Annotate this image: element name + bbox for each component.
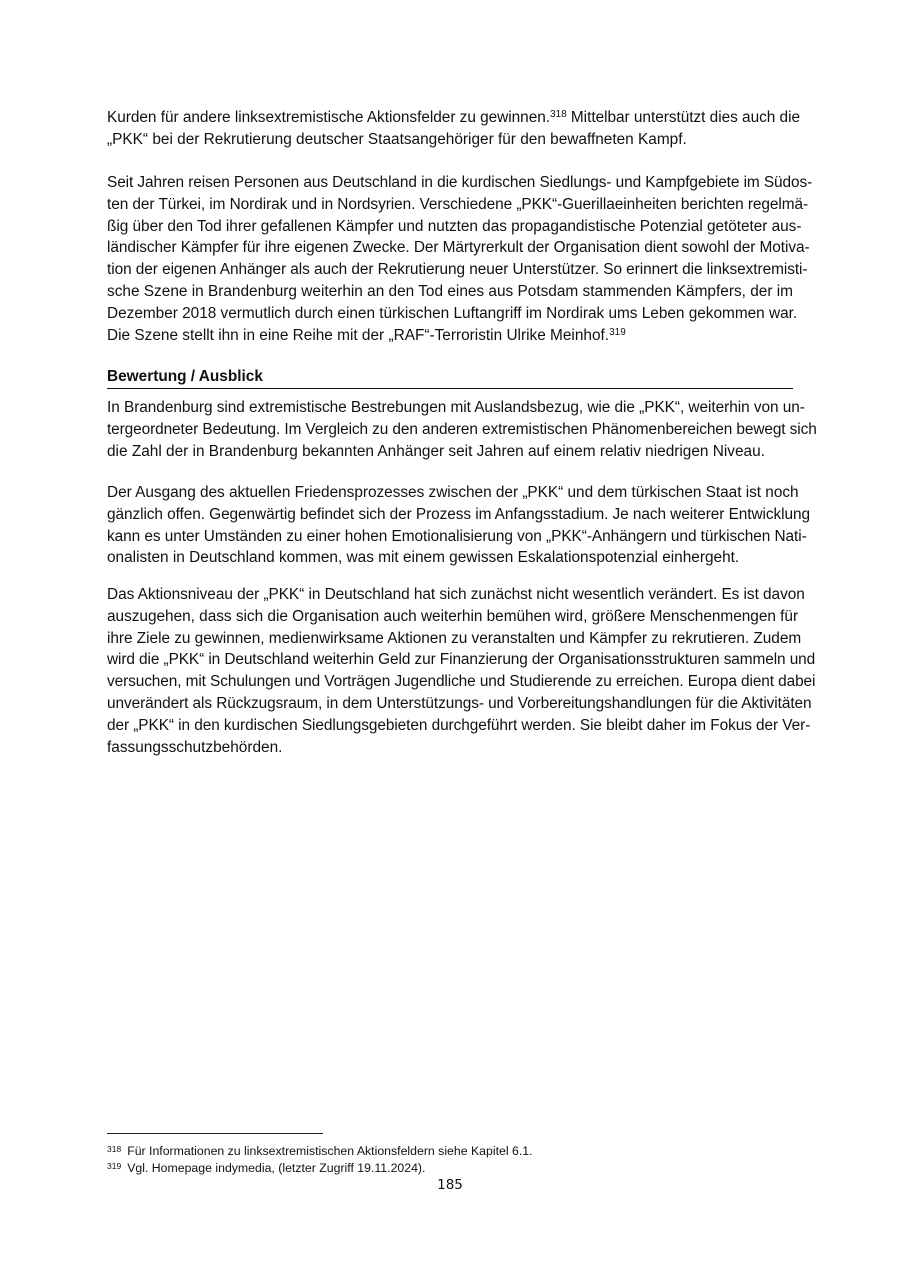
footnote-text: Vgl. Homepage indymedia, (letzter Zugriff 19.11.2024).	[127, 1161, 426, 1175]
footnote-318	[107, 1141, 533, 1159]
line-text: gänzlich offen. Gegenwärtig befindet sich der Prozess im Anfangsstadium. Je nach weiterer Entwicklung	[107, 505, 810, 523]
footnote-divider	[107, 1133, 323, 1134]
footnote-number: 318	[107, 1144, 122, 1154]
text-line	[107, 715, 811, 737]
text-line	[107, 129, 793, 151]
text-line	[107, 649, 816, 671]
line-text: unverändert als Rückzugsraum, in dem Unterstützungs- und Vorbereitungshandlungen für die Aktivitäten	[107, 694, 812, 712]
text-line	[107, 526, 807, 548]
text-line	[107, 547, 793, 569]
paragraph-reisen-kampfgebiete	[107, 172, 813, 346]
text-line	[107, 606, 799, 628]
line-text: Kurden für andere linksextremistische Aktionsfelder zu gewinnen.	[107, 109, 551, 126]
footnote-reference: 319	[609, 326, 626, 338]
text-line	[107, 107, 801, 129]
text-line	[107, 281, 793, 303]
line-text: onalisten in Deutschland kommen, was mit einem gewissen Eskalationspotenzial einhergeht.	[107, 549, 740, 567]
text-line	[107, 172, 813, 194]
line-text: auszugehen, dass sich die Organisation auch weiterhin bemühen wird, größere Menschenmengen für	[107, 607, 799, 625]
line-text: ländischer Kämpfer für ihre eigenen Zwecke. Der Märtyrerkult der Organisation dient sowohl der Motiva-	[107, 239, 810, 257]
paragraph-bedeutung-brandenburg	[107, 397, 817, 462]
text-line	[107, 441, 793, 463]
text-line	[107, 325, 793, 347]
line-text: Die Szene stellt ihn in eine Reihe mit der „RAF“-Terroristin Ulrike Meinhof.	[107, 326, 610, 344]
line-text: „PKK“ bei der Rekrutierung deutscher Staatsangehöriger für den bewaffneten Kampf.	[107, 130, 687, 148]
line-text: kann es unter Umständen zu einer hohen Emotionalisierung von „PKK“-Anhängern und türkischen Nati-	[107, 527, 807, 545]
paragraph-aktionsniveau	[107, 584, 816, 758]
paragraph-kurden-rekrutierung	[107, 107, 801, 151]
text-line	[107, 237, 810, 259]
line-text: tion der eigenen Anhänger als auch der Rekrutierung neuer Unterstützer. So erinnert die linksextremisti-	[107, 261, 808, 279]
line-text: Seit Jahren reisen Personen aus Deutschland in die kurdischen Siedlungs- und Kampfgebiete im Südos-	[107, 174, 813, 191]
text-line	[107, 397, 805, 419]
text-line	[107, 737, 793, 759]
line-text-continued: Mittelbar unterstützt dies auch die	[566, 109, 801, 126]
text-line	[107, 194, 809, 216]
line-text: wird die „PKK“ in Deutschland weiterhin Geld zur Finanzierung der Organisationsstrukturen sammeln und	[107, 651, 816, 669]
text-line	[107, 419, 817, 441]
line-text: tergeordneter Bedeutung. Im Vergleich zu den anderen extremistischen Phänomenbereichen bewegt sich	[107, 420, 817, 438]
page-number: 185	[437, 1177, 463, 1193]
footnote-319	[107, 1158, 425, 1176]
line-text: sche Szene in Brandenburg weiterhin an den Tod eines aus Potsdam stammenden Kämpfers, der im	[107, 282, 793, 300]
line-text: versuchen, mit Schulungen und Vorträgen Jugendliche und Studierende zu erreichen. Europa dient dabei	[107, 673, 816, 691]
text-line	[107, 628, 802, 650]
line-text: die Zahl der in Brandenburg bekannten Anhänger seit Jahren auf einem relativ niedrigen Niveau.	[107, 442, 765, 460]
footnote-number: 319	[107, 1161, 122, 1171]
line-text: fassungsschutzbehörden.	[107, 738, 283, 756]
footnote-reference: 318	[550, 109, 567, 120]
text-line	[107, 584, 805, 606]
line-text: Der Ausgang des aktuellen Friedensprozesses zwischen der „PKK“ und dem türkischen Staat ist noch	[107, 484, 799, 501]
line-text: Das Aktionsniveau der „PKK“ in Deutschland hat sich zunächst nicht wesentlich verändert. Es ist davon	[107, 586, 805, 603]
text-line	[107, 216, 802, 238]
section-heading: Bewertung / Ausblick	[107, 367, 793, 389]
text-line	[107, 303, 798, 325]
text-line	[107, 482, 799, 504]
line-text: ßig über den Tod ihrer gefallenen Kämpfer und nutzten das propagandistische Potenzial getöteter aus-	[107, 217, 802, 235]
line-text: In Brandenburg sind extremistische Bestrebungen mit Auslandsbezug, wie die „PKK“, weiterhin von un-	[107, 399, 805, 416]
line-text: ihre Ziele zu gewinnen, medienwirksame Aktionen zu veranstalten und Kämpfer zu rekrutieren. Zudem	[107, 629, 802, 647]
text-line	[107, 671, 816, 693]
text-line	[107, 259, 808, 281]
text-line	[107, 504, 810, 526]
line-text: der „PKK“ in den kurdischen Siedlungsgebieten durchgeführt werden. Sie bleibt daher im Fokus der Ver-	[107, 716, 811, 734]
line-text: Dezember 2018 vermutlich durch einen türkischen Luftangriff im Nordirak ums Leben gekommen war.	[107, 304, 798, 322]
paragraph-friedensprozess	[107, 482, 810, 569]
line-text: ten der Türkei, im Nordirak und in Nordsyrien. Verschiedene „PKK“-Guerillaeinheiten berichten regelmä-	[107, 195, 809, 213]
text-line	[107, 693, 812, 715]
footnote-text: Für Informationen zu linksextremistischen Aktionsfeldern siehe Kapitel 6.1.	[127, 1144, 533, 1158]
